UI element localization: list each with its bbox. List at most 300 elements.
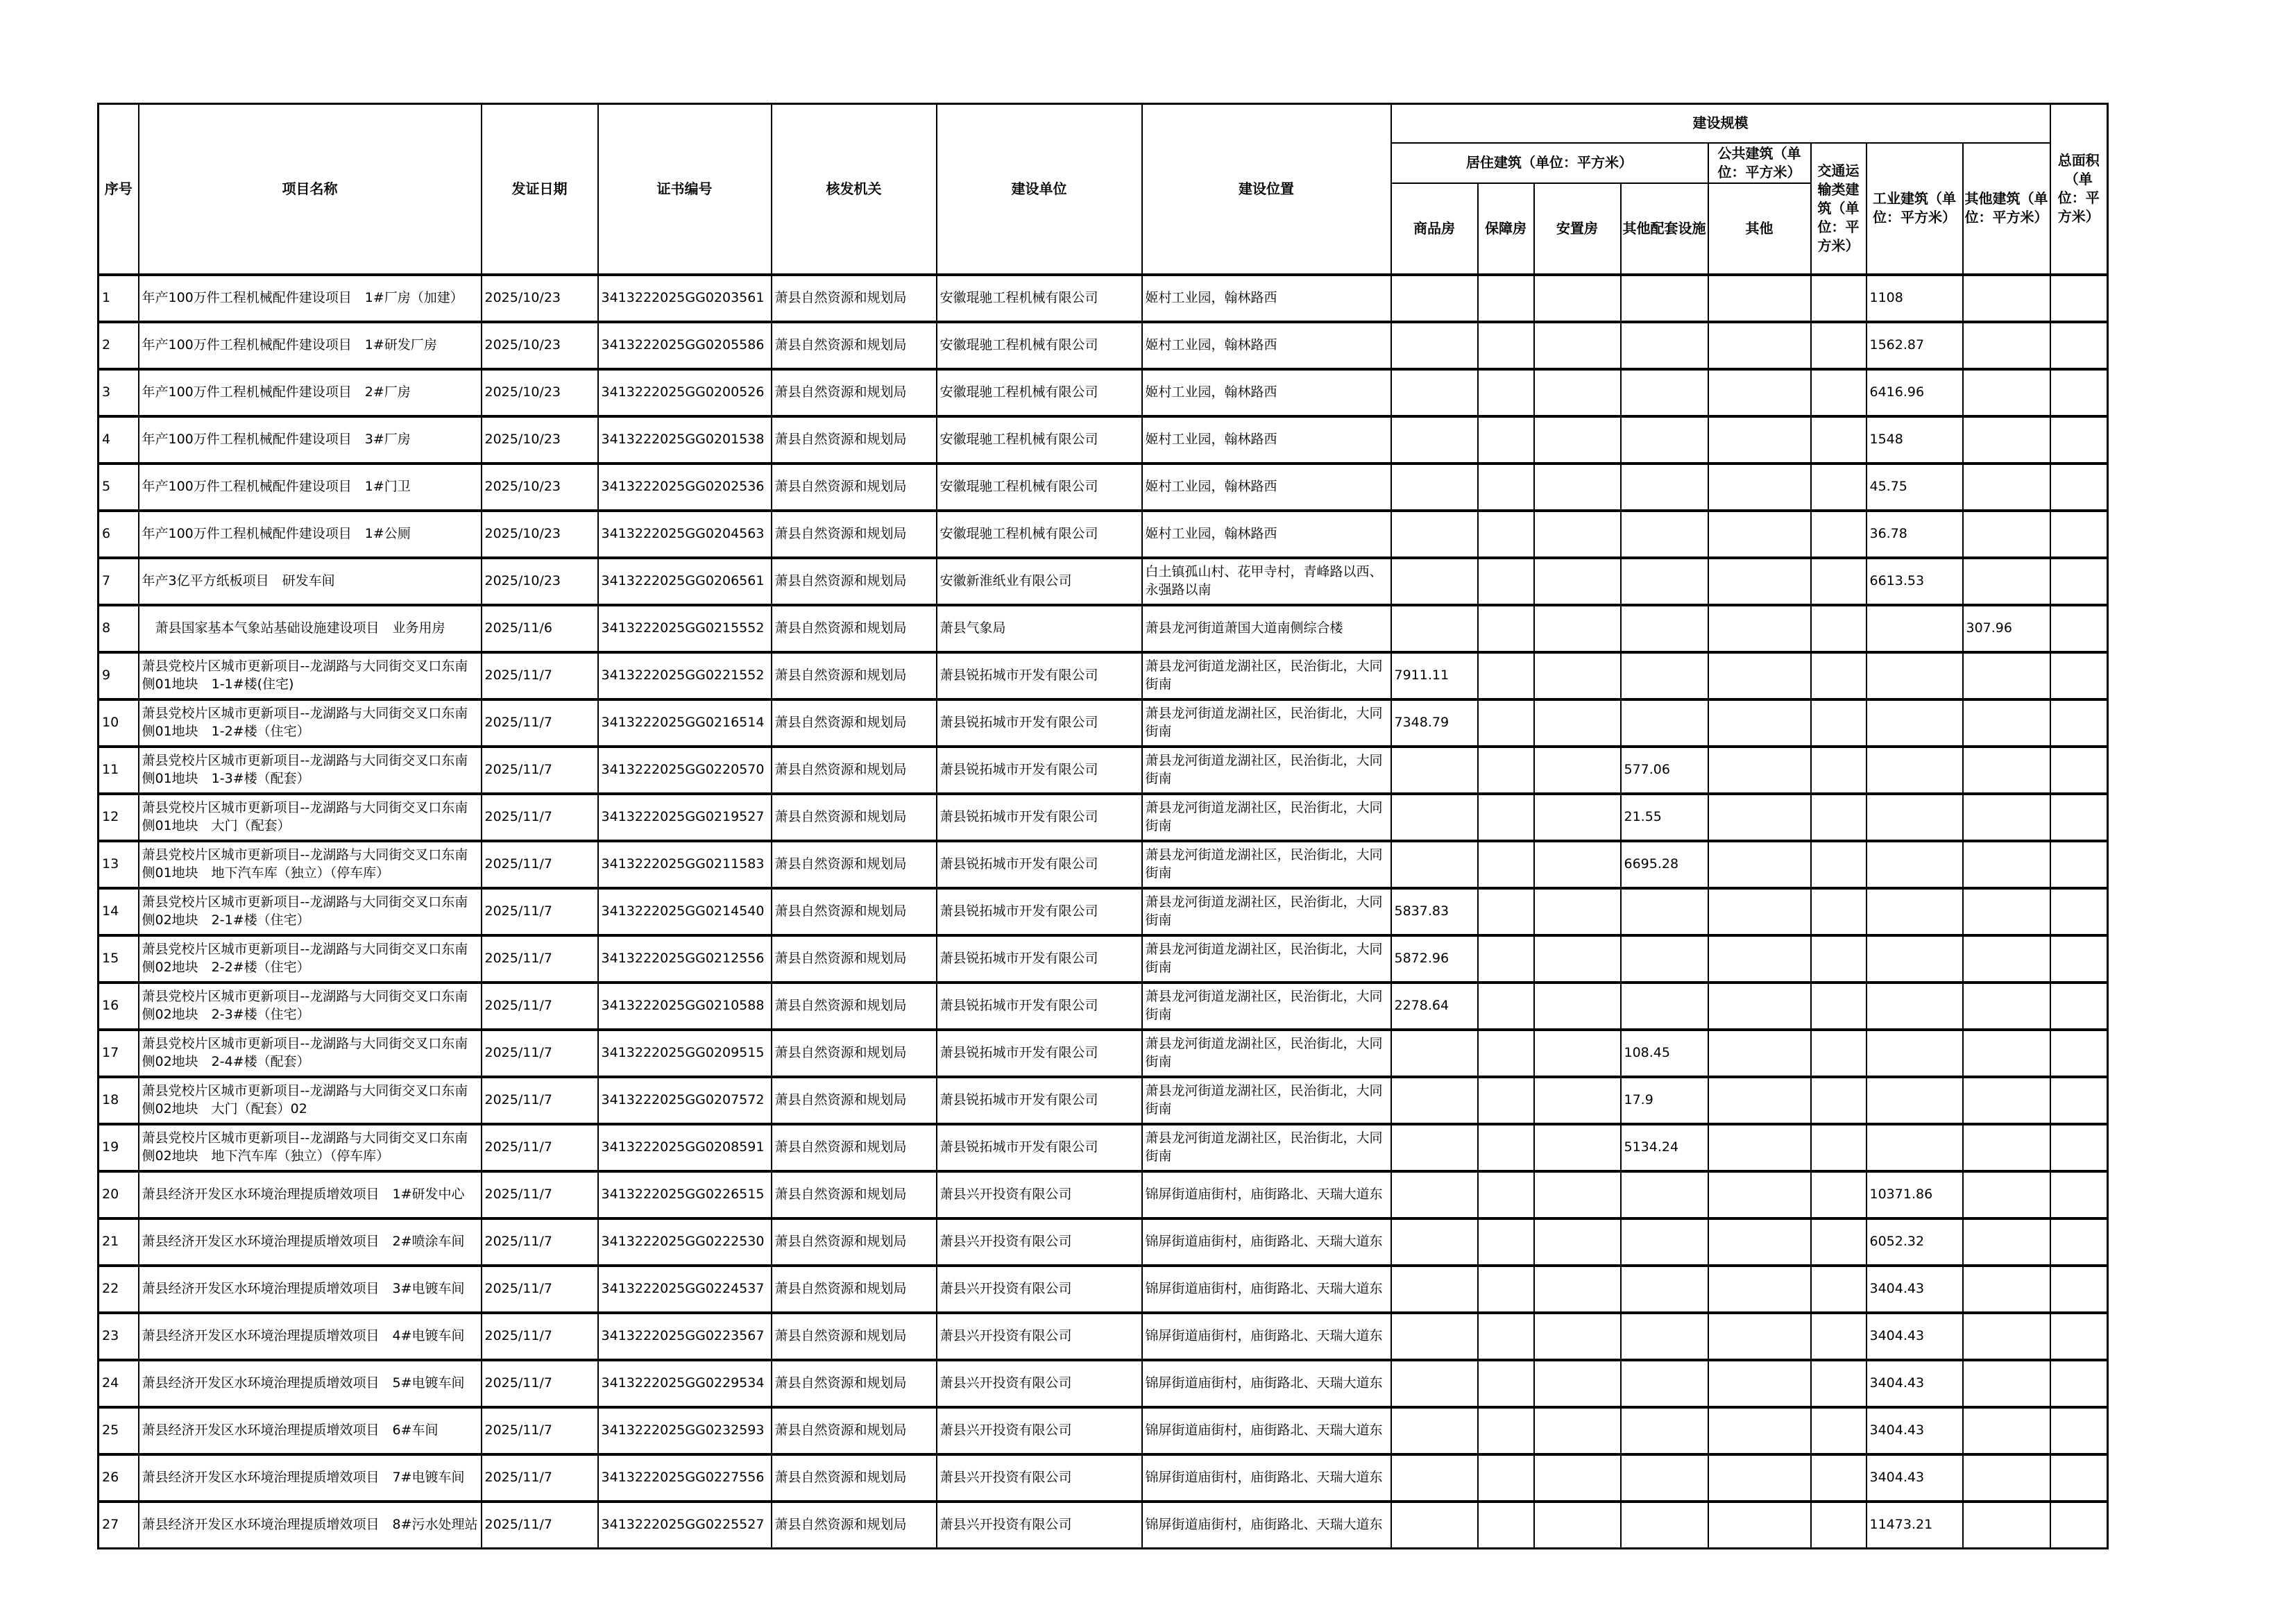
header-construction-unit: 建设单位: [937, 104, 1142, 275]
cell-public_other: [1708, 275, 1811, 322]
table-row: [99, 369, 2108, 416]
cell-industrial: [1866, 1124, 1963, 1171]
cell-builder: 萧县锐拓城市开发有限公司: [937, 935, 1142, 983]
cell-public_other: [1708, 511, 1811, 558]
cell-builder: 萧县兴开投资有限公司: [937, 1266, 1142, 1313]
cell-project: 萧县经济开发区水环境治理提质增效项目 8#污水处理站: [139, 1502, 482, 1549]
cell-resettle: [1534, 888, 1621, 935]
cell-builder: 安徽琨驰工程机械有限公司: [937, 464, 1142, 511]
cell-public_other: [1708, 1313, 1811, 1360]
cell-location: 萧县龙河街道龙湖社区，民治街北，大同街南: [1142, 747, 1391, 794]
cell-builder: 萧县锐拓城市开发有限公司: [937, 652, 1142, 699]
cell-total: [2050, 888, 2108, 935]
cell-total: [2050, 1218, 2108, 1266]
cell-transport: [1811, 1360, 1866, 1407]
cell-other_bldg: [1963, 1454, 2050, 1502]
cell-date: 2025/10/23: [482, 558, 598, 605]
cell-public_other: [1708, 794, 1811, 841]
table-row: [99, 275, 2108, 322]
cell-support: [1621, 1502, 1708, 1549]
cell-agency: 萧县自然资源和规划局: [772, 699, 937, 747]
cell-industrial: [1866, 1077, 1963, 1124]
cell-industrial: [1866, 1030, 1963, 1077]
cell-public_other: [1708, 322, 1811, 369]
cell-commodity: [1391, 369, 1478, 416]
cell-date: 2025/11/7: [482, 794, 598, 841]
cell-commodity: [1391, 841, 1478, 888]
cell-date: 2025/11/7: [482, 1266, 598, 1313]
cell-seq: 3: [99, 369, 139, 416]
cell-transport: [1811, 1124, 1866, 1171]
cell-commodity: 7911.11: [1391, 652, 1478, 699]
cell-affordable: [1478, 747, 1534, 794]
header-affordable-housing: 保障房: [1478, 183, 1534, 275]
cell-seq: 4: [99, 416, 139, 464]
cell-support: [1621, 652, 1708, 699]
cell-transport: [1811, 841, 1866, 888]
cell-date: 2025/10/23: [482, 511, 598, 558]
table-row: [99, 699, 2108, 747]
cell-public_other: [1708, 1454, 1811, 1502]
cell-project: 萧县党校片区城市更新项目--龙湖路与大同街交叉口东南侧02地块 2-4#楼（配套）: [139, 1030, 482, 1077]
cell-other_bldg: [1963, 1266, 2050, 1313]
cell-agency: 萧县自然资源和规划局: [772, 747, 937, 794]
cell-project: 萧县党校片区城市更新项目--龙湖路与大同街交叉口东南侧02地块 2-1#楼（住宅）: [139, 888, 482, 935]
cell-total: [2050, 275, 2108, 322]
cell-resettle: [1534, 1266, 1621, 1313]
cell-location: 萧县龙河街道龙湖社区，民治街北，大同街南: [1142, 652, 1391, 699]
cell-other_bldg: [1963, 1124, 2050, 1171]
cell-affordable: [1478, 1407, 1534, 1454]
cell-agency: 萧县自然资源和规划局: [772, 1124, 937, 1171]
cell-date: 2025/11/7: [482, 747, 598, 794]
header-commodity-housing: 商品房: [1391, 183, 1478, 275]
cell-project: 萧县经济开发区水环境治理提质增效项目 1#研发中心: [139, 1171, 482, 1218]
cell-agency: 萧县自然资源和规划局: [772, 794, 937, 841]
cell-seq: 18: [99, 1077, 139, 1124]
cell-agency: 萧县自然资源和规划局: [772, 369, 937, 416]
cell-agency: 萧县自然资源和规划局: [772, 1171, 937, 1218]
cell-date: 2025/11/7: [482, 1360, 598, 1407]
cell-other_bldg: [1963, 983, 2050, 1030]
cell-other_bldg: [1963, 935, 2050, 983]
cell-commodity: [1391, 1171, 1478, 1218]
cell-builder: 萧县兴开投资有限公司: [937, 1360, 1142, 1407]
cell-transport: [1811, 369, 1866, 416]
cell-resettle: [1534, 747, 1621, 794]
cell-resettle: [1534, 841, 1621, 888]
cell-cert: 3413222025GG0214540: [598, 888, 772, 935]
header-transport-building: 交通运输类建筑（单位：平方米）: [1811, 143, 1866, 275]
cell-project: 萧县党校片区城市更新项目--龙湖路与大同街交叉口东南侧01地块 地下汽车库（独立）（停车库）: [139, 841, 482, 888]
cell-public_other: [1708, 464, 1811, 511]
cell-cert: 3413222025GG0226515: [598, 1171, 772, 1218]
table-row: [99, 1124, 2108, 1171]
cell-resettle: [1534, 511, 1621, 558]
cell-location: 锦屏街道庙街村，庙街路北、天瑞大道东: [1142, 1454, 1391, 1502]
cell-resettle: [1534, 699, 1621, 747]
cell-seq: 14: [99, 888, 139, 935]
cell-total: [2050, 1077, 2108, 1124]
cell-support: [1621, 1266, 1708, 1313]
cell-industrial: 36.78: [1866, 511, 1963, 558]
table-row: [99, 983, 2108, 1030]
cell-builder: 萧县气象局: [937, 605, 1142, 652]
cell-affordable: [1478, 1077, 1534, 1124]
cell-transport: [1811, 1171, 1866, 1218]
cell-project: 年产100万件工程机械配件建设项目 2#厂房: [139, 369, 482, 416]
cell-other_bldg: [1963, 747, 2050, 794]
cell-builder: 安徽琨驰工程机械有限公司: [937, 275, 1142, 322]
cell-seq: 22: [99, 1266, 139, 1313]
cell-project: 萧县经济开发区水环境治理提质增效项目 7#电镀车间: [139, 1454, 482, 1502]
cell-seq: 7: [99, 558, 139, 605]
cell-industrial: [1866, 747, 1963, 794]
cell-public_other: [1708, 652, 1811, 699]
cell-total: [2050, 747, 2108, 794]
cell-location: 萧县龙河街道龙湖社区，民治街北，大同街南: [1142, 794, 1391, 841]
cell-date: 2025/11/7: [482, 1030, 598, 1077]
header-seq: 序号: [99, 104, 139, 275]
cell-affordable: [1478, 1171, 1534, 1218]
cell-project: 萧县党校片区城市更新项目--龙湖路与大同街交叉口东南侧01地块 1-1#楼(住宅): [139, 652, 482, 699]
cell-resettle: [1534, 1313, 1621, 1360]
cell-agency: 萧县自然资源和规划局: [772, 888, 937, 935]
table-row: [99, 747, 2108, 794]
header-group-construction-scale: 建设规模: [1391, 104, 2050, 143]
cell-public_other: [1708, 1266, 1811, 1313]
cell-agency: 萧县自然资源和规划局: [772, 1077, 937, 1124]
cell-industrial: [1866, 935, 1963, 983]
cell-transport: [1811, 935, 1866, 983]
cell-other_bldg: [1963, 888, 2050, 935]
cell-agency: 萧县自然资源和规划局: [772, 1266, 937, 1313]
cell-builder: 安徽新淮纸业有限公司: [937, 558, 1142, 605]
cell-other_bldg: [1963, 1313, 2050, 1360]
cell-support: 21.55: [1621, 794, 1708, 841]
cell-agency: 萧县自然资源和规划局: [772, 983, 937, 1030]
cell-industrial: [1866, 841, 1963, 888]
cell-affordable: [1478, 275, 1534, 322]
cell-cert: 3413222025GG0232593: [598, 1407, 772, 1454]
cell-other_bldg: [1963, 699, 2050, 747]
header-construction-location: 建设位置: [1142, 104, 1391, 275]
cell-total: [2050, 1407, 2108, 1454]
cell-resettle: [1534, 416, 1621, 464]
cell-resettle: [1534, 275, 1621, 322]
cell-commodity: [1391, 1266, 1478, 1313]
cell-transport: [1811, 983, 1866, 1030]
cell-commodity: [1391, 1077, 1478, 1124]
cell-other_bldg: [1963, 558, 2050, 605]
cell-resettle: [1534, 983, 1621, 1030]
cell-total: [2050, 1030, 2108, 1077]
cell-agency: 萧县自然资源和规划局: [772, 1360, 937, 1407]
cell-resettle: [1534, 605, 1621, 652]
cell-industrial: 3404.43: [1866, 1266, 1963, 1313]
table-row: [99, 605, 2108, 652]
cell-commodity: [1391, 275, 1478, 322]
cell-cert: 3413222025GG0219527: [598, 794, 772, 841]
cell-affordable: [1478, 1030, 1534, 1077]
cell-builder: 萧县兴开投资有限公司: [937, 1313, 1142, 1360]
cell-total: [2050, 511, 2108, 558]
cell-date: 2025/10/23: [482, 464, 598, 511]
cell-other_bldg: [1963, 511, 2050, 558]
cell-total: [2050, 1454, 2108, 1502]
cell-location: 萧县龙河街道龙湖社区，民治街北，大同街南: [1142, 983, 1391, 1030]
cell-other_bldg: [1963, 1030, 2050, 1077]
table-row: [99, 1407, 2108, 1454]
cell-industrial: 10371.86: [1866, 1171, 1963, 1218]
cell-industrial: [1866, 652, 1963, 699]
cell-date: 2025/10/23: [482, 275, 598, 322]
cell-location: 锦屏街道庙街村，庙街路北、天瑞大道东: [1142, 1171, 1391, 1218]
cell-support: [1621, 1171, 1708, 1218]
cell-seq: 8: [99, 605, 139, 652]
cell-transport: [1811, 652, 1866, 699]
cell-project: 萧县经济开发区水环境治理提质增效项目 6#车间: [139, 1407, 482, 1454]
header-group-public: 公共建筑（单位：平方米）: [1708, 143, 1811, 183]
cell-date: 2025/10/23: [482, 322, 598, 369]
cell-other_bldg: [1963, 1077, 2050, 1124]
cell-other_bldg: [1963, 416, 2050, 464]
cell-industrial: 6416.96: [1866, 369, 1963, 416]
cell-agency: 萧县自然资源和规划局: [772, 275, 937, 322]
cell-date: 2025/11/7: [482, 1407, 598, 1454]
cell-seq: 13: [99, 841, 139, 888]
table-row: [99, 416, 2108, 464]
cell-location: 萧县龙河街道龙湖社区，民治街北，大同街南: [1142, 888, 1391, 935]
cell-total: [2050, 983, 2108, 1030]
table-row: [99, 1077, 2108, 1124]
cell-location: 姬村工业园，翰林路西: [1142, 275, 1391, 322]
cell-public_other: [1708, 935, 1811, 983]
cell-other_bldg: [1963, 322, 2050, 369]
cell-total: [2050, 652, 2108, 699]
cell-location: 萧县龙河街道萧国大道南侧综合楼: [1142, 605, 1391, 652]
cell-transport: [1811, 275, 1866, 322]
cell-commodity: [1391, 794, 1478, 841]
cell-project: 萧县国家基本气象站基础设施建设项目 业务用房: [139, 605, 482, 652]
header-issuing-agency: 核发机关: [772, 104, 937, 275]
cell-builder: 萧县锐拓城市开发有限公司: [937, 1077, 1142, 1124]
cell-agency: 萧县自然资源和规划局: [772, 558, 937, 605]
table-row: [99, 935, 2108, 983]
cell-affordable: [1478, 841, 1534, 888]
cell-public_other: [1708, 605, 1811, 652]
cell-resettle: [1534, 1360, 1621, 1407]
cell-transport: [1811, 1407, 1866, 1454]
cell-project: 萧县党校片区城市更新项目--龙湖路与大同街交叉口东南侧02地块 地下汽车库（独立）（停车库）: [139, 1124, 482, 1171]
table-row: [99, 511, 2108, 558]
cell-affordable: [1478, 888, 1534, 935]
cell-commodity: 7348.79: [1391, 699, 1478, 747]
cell-support: 108.45: [1621, 1030, 1708, 1077]
cell-project: 萧县党校片区城市更新项目--龙湖路与大同街交叉口东南侧02地块 2-3#楼（住宅）: [139, 983, 482, 1030]
cell-project: 萧县党校片区城市更新项目--龙湖路与大同街交叉口东南侧01地块 1-3#楼（配套）: [139, 747, 482, 794]
cell-affordable: [1478, 794, 1534, 841]
cell-cert: 3413222025GG0203561: [598, 275, 772, 322]
cell-date: 2025/11/7: [482, 1077, 598, 1124]
cell-transport: [1811, 1266, 1866, 1313]
cell-agency: 萧县自然资源和规划局: [772, 605, 937, 652]
cell-seq: 6: [99, 511, 139, 558]
cell-other_bldg: [1963, 464, 2050, 511]
cell-resettle: [1534, 464, 1621, 511]
cell-commodity: [1391, 1360, 1478, 1407]
cell-cert: 3413222025GG0216514: [598, 699, 772, 747]
cell-public_other: [1708, 841, 1811, 888]
cell-affordable: [1478, 1266, 1534, 1313]
cell-seq: 25: [99, 1407, 139, 1454]
cell-seq: 21: [99, 1218, 139, 1266]
cell-cert: 3413222025GG0222530: [598, 1218, 772, 1266]
cell-resettle: [1534, 1171, 1621, 1218]
table-row: [99, 1454, 2108, 1502]
cell-commodity: [1391, 1454, 1478, 1502]
cell-cert: 3413222025GG0229534: [598, 1360, 772, 1407]
cell-cert: 3413222025GG0221552: [598, 652, 772, 699]
cell-total: [2050, 1502, 2108, 1549]
cell-affordable: [1478, 1502, 1534, 1549]
cell-builder: 萧县兴开投资有限公司: [937, 1171, 1142, 1218]
cell-support: [1621, 322, 1708, 369]
cell-public_other: [1708, 1407, 1811, 1454]
cell-public_other: [1708, 1077, 1811, 1124]
cell-affordable: [1478, 464, 1534, 511]
cell-project: 年产100万件工程机械配件建设项目 3#厂房: [139, 416, 482, 464]
cell-seq: 26: [99, 1454, 139, 1502]
cell-builder: 萧县兴开投资有限公司: [937, 1407, 1142, 1454]
cell-agency: 萧县自然资源和规划局: [772, 1313, 937, 1360]
permit-table: [97, 103, 2109, 1549]
cell-other_bldg: [1963, 1502, 2050, 1549]
cell-seq: 12: [99, 794, 139, 841]
cell-date: 2025/10/23: [482, 416, 598, 464]
cell-transport: [1811, 1030, 1866, 1077]
table-row: [99, 1313, 2108, 1360]
cell-location: 锦屏街道庙街村，庙街路北、天瑞大道东: [1142, 1502, 1391, 1549]
cell-industrial: [1866, 794, 1963, 841]
cell-project: 年产100万件工程机械配件建设项目 1#研发厂房: [139, 322, 482, 369]
cell-support: [1621, 464, 1708, 511]
cell-industrial: 11473.21: [1866, 1502, 1963, 1549]
header-certificate-no: 证书编号: [598, 104, 772, 275]
cell-affordable: [1478, 416, 1534, 464]
cell-seq: 11: [99, 747, 139, 794]
cell-support: [1621, 1360, 1708, 1407]
cell-seq: 20: [99, 1171, 139, 1218]
cell-seq: 9: [99, 652, 139, 699]
cell-other_bldg: [1963, 652, 2050, 699]
cell-cert: 3413222025GG0200526: [598, 369, 772, 416]
cell-transport: [1811, 1218, 1866, 1266]
cell-support: [1621, 1313, 1708, 1360]
header-resettlement-housing: 安置房: [1534, 183, 1621, 275]
cell-industrial: 3404.43: [1866, 1454, 1963, 1502]
cell-seq: 10: [99, 699, 139, 747]
cell-commodity: [1391, 1407, 1478, 1454]
cell-agency: 萧县自然资源和规划局: [772, 511, 937, 558]
cell-resettle: [1534, 1407, 1621, 1454]
table-row: [99, 794, 2108, 841]
cell-location: 萧县龙河街道龙湖社区，民治街北，大同街南: [1142, 935, 1391, 983]
cell-location: 萧县龙河街道龙湖社区，民治街北，大同街南: [1142, 1124, 1391, 1171]
cell-resettle: [1534, 558, 1621, 605]
cell-support: [1621, 1454, 1708, 1502]
cell-affordable: [1478, 1218, 1534, 1266]
cell-industrial: 3404.43: [1866, 1360, 1963, 1407]
cell-affordable: [1478, 652, 1534, 699]
cell-transport: [1811, 464, 1866, 511]
cell-location: 锦屏街道庙街村，庙街路北、天瑞大道东: [1142, 1407, 1391, 1454]
permit-table-body: [99, 275, 2108, 1549]
cell-project: 萧县经济开发区水环境治理提质增效项目 4#电镀车间: [139, 1313, 482, 1360]
cell-builder: 萧县兴开投资有限公司: [937, 1218, 1142, 1266]
cell-other_bldg: [1963, 369, 2050, 416]
cell-agency: 萧县自然资源和规划局: [772, 1030, 937, 1077]
cell-agency: 萧县自然资源和规划局: [772, 416, 937, 464]
cell-transport: [1811, 1502, 1866, 1549]
table-row: [99, 464, 2108, 511]
cell-seq: 19: [99, 1124, 139, 1171]
table-row: [99, 1171, 2108, 1218]
cell-commodity: [1391, 1124, 1478, 1171]
cell-support: [1621, 935, 1708, 983]
cell-public_other: [1708, 1502, 1811, 1549]
cell-other_bldg: [1963, 275, 2050, 322]
cell-builder: 安徽琨驰工程机械有限公司: [937, 322, 1142, 369]
cell-commodity: [1391, 511, 1478, 558]
cell-date: 2025/11/7: [482, 1454, 598, 1502]
cell-agency: 萧县自然资源和规划局: [772, 1407, 937, 1454]
cell-public_other: [1708, 416, 1811, 464]
cell-industrial: 3404.43: [1866, 1407, 1963, 1454]
cell-location: 萧县龙河街道龙湖社区，民治街北，大同街南: [1142, 1030, 1391, 1077]
table-row: [99, 1502, 2108, 1549]
table-row: [99, 558, 2108, 605]
cell-support: [1621, 1407, 1708, 1454]
cell-agency: 萧县自然资源和规划局: [772, 464, 937, 511]
cell-builder: 萧县兴开投资有限公司: [937, 1502, 1142, 1549]
cell-other_bldg: 307.96: [1963, 605, 2050, 652]
cell-transport: [1811, 794, 1866, 841]
table-row: [99, 1266, 2108, 1313]
cell-project: 萧县经济开发区水环境治理提质增效项目 5#电镀车间: [139, 1360, 482, 1407]
cell-seq: 24: [99, 1360, 139, 1407]
cell-industrial: [1866, 888, 1963, 935]
cell-support: 17.9: [1621, 1077, 1708, 1124]
cell-total: [2050, 841, 2108, 888]
cell-other_bldg: [1963, 1218, 2050, 1266]
cell-date: 2025/11/7: [482, 935, 598, 983]
cell-builder: 萧县兴开投资有限公司: [937, 1454, 1142, 1502]
cell-transport: [1811, 888, 1866, 935]
cell-transport: [1811, 605, 1866, 652]
cell-public_other: [1708, 699, 1811, 747]
cell-date: 2025/11/7: [482, 1124, 598, 1171]
cell-industrial: 3404.43: [1866, 1313, 1963, 1360]
cell-transport: [1811, 747, 1866, 794]
cell-location: 姬村工业园，翰林路西: [1142, 322, 1391, 369]
cell-commodity: [1391, 464, 1478, 511]
cell-builder: 萧县锐拓城市开发有限公司: [937, 1030, 1142, 1077]
cell-cert: 3413222025GG0227556: [598, 1454, 772, 1502]
cell-location: 姬村工业园，翰林路西: [1142, 369, 1391, 416]
cell-agency: 萧县自然资源和规划局: [772, 1454, 937, 1502]
cell-commodity: [1391, 1502, 1478, 1549]
